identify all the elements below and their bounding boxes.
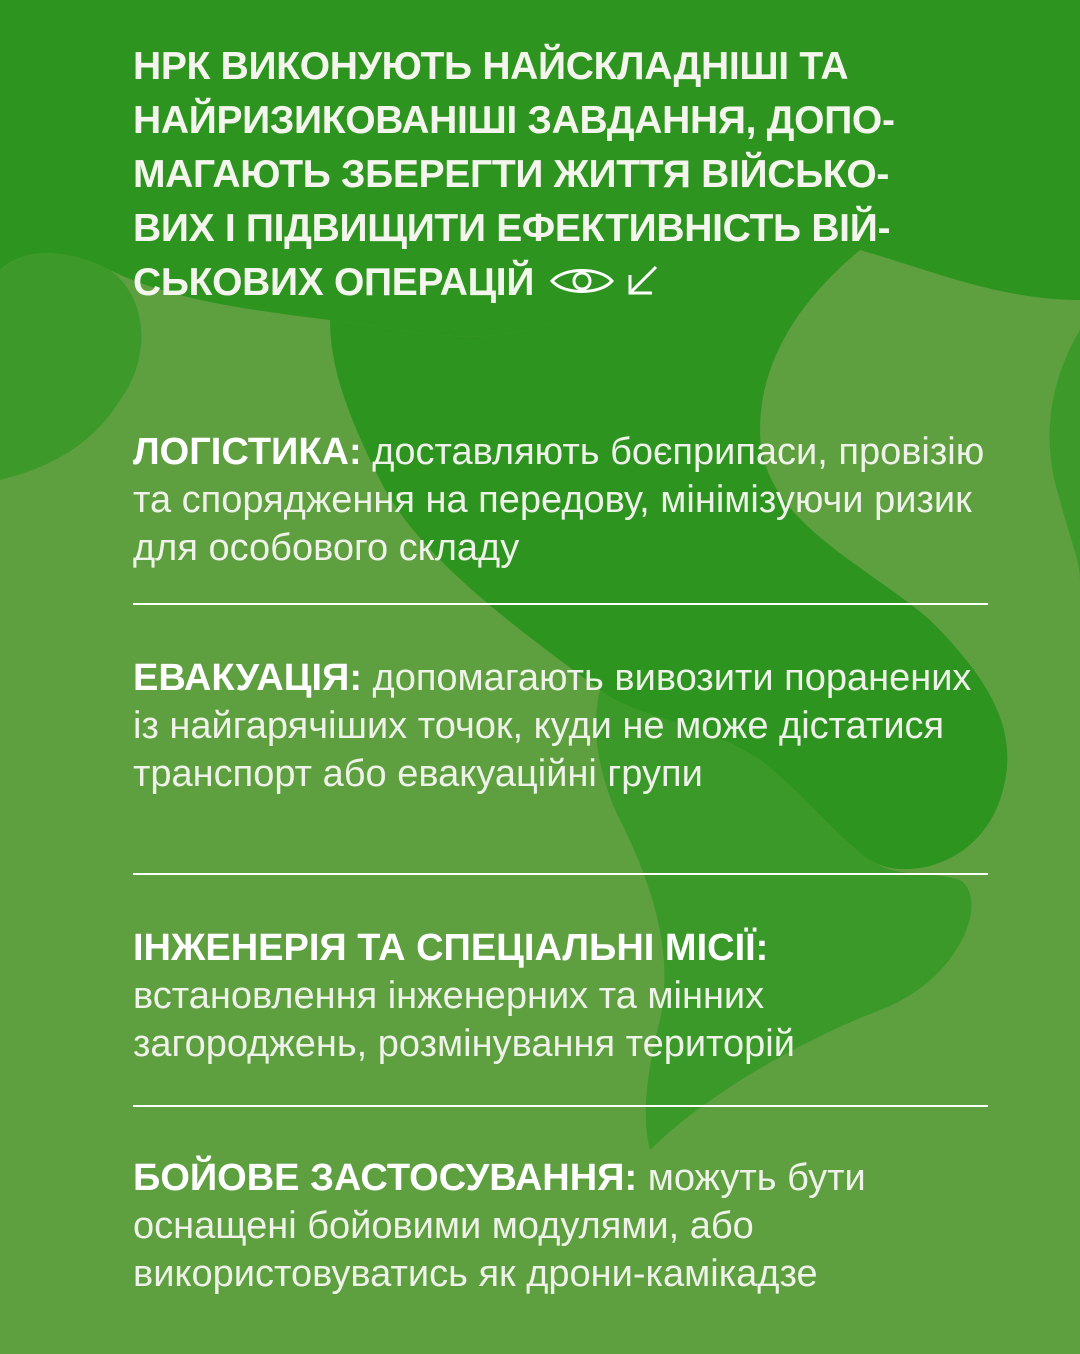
section-logistics (133, 428, 993, 572)
section-combat (133, 1154, 993, 1298)
headline-line: НРК ВИКОНУЮТЬ НАЙСКЛАДНІШІ ТА (133, 45, 849, 88)
section-text: допомагають вивозити поранених із найгарячіших точок, куди не може дістатися транспорт або евакуаційні групи (133, 657, 972, 795)
headline-icons (548, 261, 666, 316)
eye-icon (552, 271, 612, 292)
headline-line: ВИХ І ПІДВИЩИТИ ЕФЕКТИВНІСТЬ ВІЙ- (133, 207, 891, 250)
section-evacuation (133, 654, 993, 798)
section-title: ІНЖЕНЕРІЯ ТА СПЕЦІАЛЬНІ МІСІЇ: (133, 927, 769, 969)
section-text: можуть бути оснащені бойовими модулями, або використовуватись як дрони-камікадзе (133, 1157, 866, 1295)
divider (133, 1105, 988, 1107)
section-text: доставляють боєприпаси, провізію та спорядження на передову, мінімізуючи ризик для особового складу (133, 431, 985, 569)
section-title: ЛОГІСТИКА: (133, 431, 362, 473)
section-title: ЕВАКУАЦІЯ: (133, 657, 362, 699)
section-title: БОЙОВЕ ЗАСТОСУВАННЯ: (133, 1157, 638, 1199)
section-engineering (133, 924, 993, 1068)
headline-line: НАЙРИЗИКОВАНІШІ ЗАВДАННЯ, ДОПО- (133, 99, 895, 142)
divider (133, 603, 988, 605)
content-column (133, 40, 993, 1295)
headline (133, 40, 993, 316)
arrow-down-left-icon (630, 267, 656, 293)
headline-line: СЬКОВИХ ОПЕРАЦІЙ (133, 261, 535, 304)
section-text: встановлення інженерних та мінних загороджень, розмінування територій (133, 975, 795, 1065)
divider (133, 873, 988, 875)
headline-line: МАГАЮТЬ ЗБЕРЕГТИ ЖИТТЯ ВІЙСЬКО- (133, 153, 890, 196)
